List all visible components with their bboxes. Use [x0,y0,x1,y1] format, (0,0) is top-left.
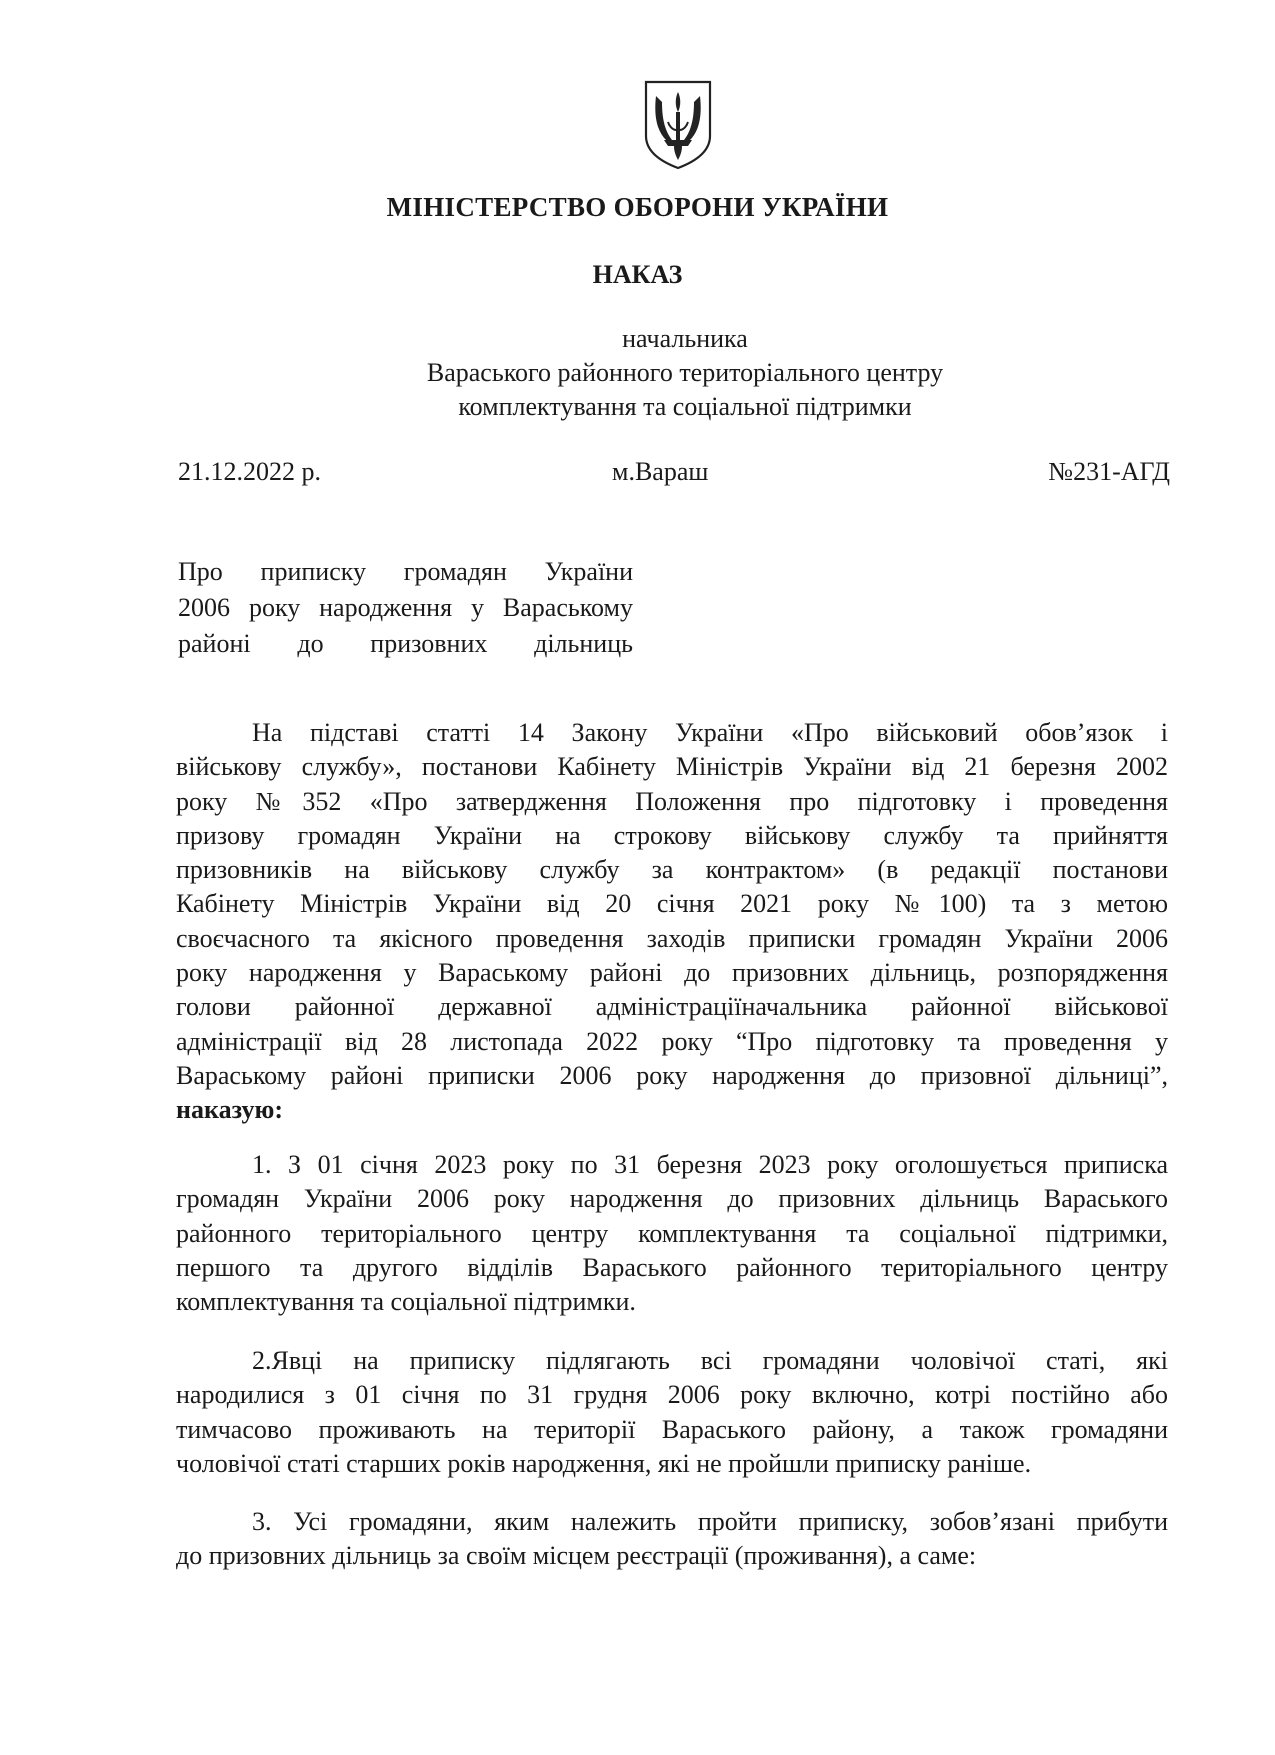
basis-line: військову службу», постанови Кабінету Міністрів України від 21 березня 2002 [176,752,1168,782]
issuer-line: комплектування та соціальної підтримки [458,392,912,421]
basis-line: На підставі статті 14 Закону України «Про військовий обов’язок і [252,718,1168,747]
order-subject [178,554,633,662]
item-1-paragraph [176,1148,1168,1319]
subject-line: 2006 року народження у Вараському [178,593,633,622]
item-1-line: 1. З 01 січня 2023 року по 31 березня 2023 року оголошується приписка [252,1150,1168,1179]
order-date: 21.12.2022 р. [178,457,321,486]
basis-line: адміністрації від 28 листопада 2022 року “Про підготовку та проведення у [176,1026,1168,1056]
item-2-line: чоловічої статі старших років народження, які не пройшли приписку раніше. [176,1448,1032,1478]
issuer-line: Вараського районного територіального центру [426,358,944,387]
item-2-line: тимчасово проживають на території Вараського району, а також громадяни [176,1414,1168,1444]
ministry-heading: МІНІСТЕРСТВО ОБОРОНИ УКРАЇНИ [386,192,889,222]
subject-line: районі до призовних дільниць [178,629,633,658]
order-directive: наказую: [176,1095,283,1125]
basis-line: своєчасного та якісного проведення заходів приписки громадян України 2006 [176,923,1168,953]
issuer-block [340,322,1030,424]
trident-emblem-icon [640,78,716,170]
basis-line: призовників на військову службу за контрактом» (в редакції постанови [176,855,1168,885]
basis-line: року народження у Вараському районі до призовних дільниць, розпорядження [176,958,1168,988]
issuer-line: начальника [622,324,748,353]
subject-line: Про приписку громадян України [178,557,633,586]
item-2-paragraph [176,1344,1168,1481]
item-1-line: комплектування та соціальної підтримки. [176,1287,636,1317]
item-2-line: 2.Явці на приписку підлягають всі громадяни чоловічої статі, які [252,1346,1168,1375]
item-3-line: 3. Усі громадяни, яким належить пройти приписку, зобов’язані прибути [252,1507,1168,1536]
basis-paragraph [176,716,1168,1128]
order-city: м.Вараш [612,457,709,486]
item-1-line: районного територіального центру комплектування та соціальної підтримки, [176,1218,1168,1248]
item-1-line: громадян України 2006 року народження до призовних дільниць Вараського [176,1184,1168,1214]
item-1-line: першого та другого відділів Вараського районного територіального центру [176,1252,1168,1282]
basis-line: призову громадян України на строкову військову службу та прийняття [176,820,1168,850]
basis-line: Вараському районі приписки 2006 року народження до призовної дільниці”, [176,1060,1168,1090]
basis-line: Кабінету Міністрів України від 20 січня 2021 року №100) та з метою [176,889,1168,919]
order-title: НАКАЗ [592,260,683,289]
item-3-paragraph [176,1505,1168,1574]
basis-line: року №352 «Про затвердження Положення про підготовку і проведення [176,786,1168,816]
item-3-line: до призовних дільниць за своїм місцем реєстрації (проживання), а саме: [176,1541,977,1571]
order-number: №231-АГД [1048,457,1170,486]
item-2-line: народилися з 01 січня по 31 грудня 2006 року включно, котрі постійно або [176,1380,1168,1410]
basis-line: голови районної державної адміністраціїначальника районної військової [176,992,1168,1022]
